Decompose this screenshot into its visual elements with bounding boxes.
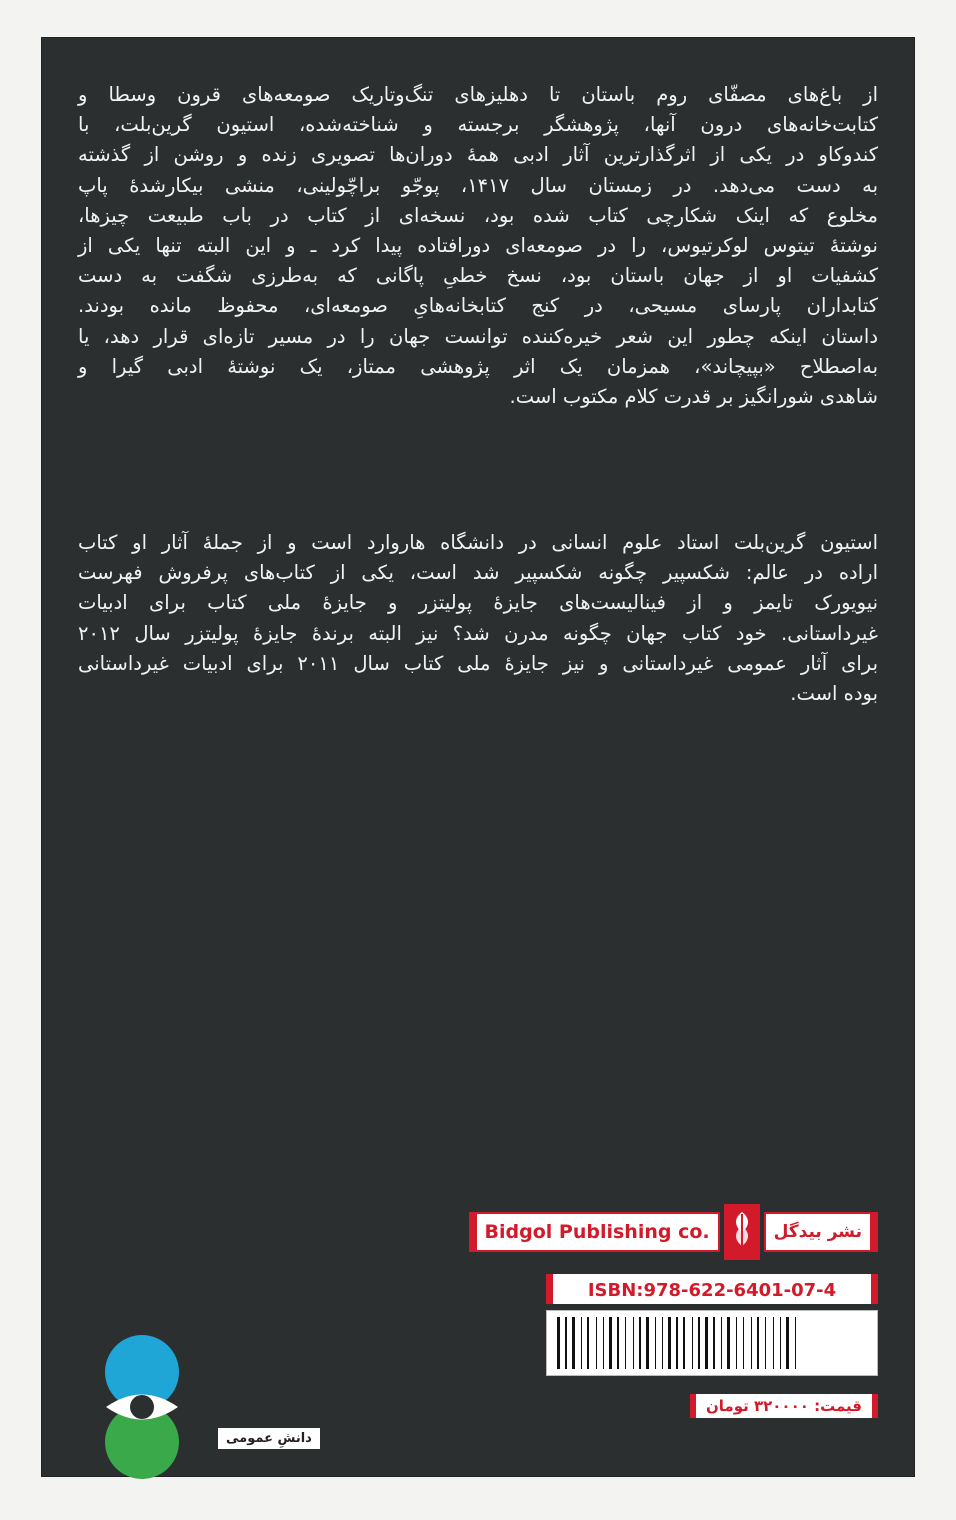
barcode-bar (727, 1317, 730, 1369)
blurb-line: شاهدی شورانگیز بر قدرت کلام مکتوب است. (509, 385, 878, 409)
barcode-bar (617, 1317, 619, 1369)
barcode-bar (761, 1317, 763, 1369)
barcode-bar (655, 1317, 656, 1369)
price-label: قیمت: ۳۲۰۰۰۰ تومان (690, 1394, 878, 1418)
publisher-row (469, 1210, 878, 1254)
blurb-line: کشفیات او از جهان باستان بود، نسخ خطیِ پاگانی که به‌طرزی شگفت به دست (78, 264, 878, 288)
barcode-bar (683, 1317, 685, 1369)
barcode-bar (639, 1317, 641, 1369)
barcode-bar (572, 1317, 575, 1369)
barcode-bar (646, 1317, 649, 1369)
barcode-bar (673, 1317, 674, 1369)
author-bio-paragraph (78, 528, 878, 709)
barcode-bar (665, 1317, 666, 1369)
barcode-bar (721, 1317, 722, 1369)
barcode-bar (562, 1317, 563, 1369)
barcode-bar (591, 1317, 594, 1369)
barcode-bar (768, 1317, 771, 1369)
blurb-line: به‌اصطلاح «بپیچاند»، همزمان یک اثر پژوهشی ممتاز، یک نوشتهٔ ادبی گیرا و (78, 354, 878, 378)
barcode-bar (569, 1317, 570, 1369)
barcode-bar (743, 1317, 744, 1369)
barcode-bar (609, 1317, 612, 1369)
barcode-bar (596, 1317, 597, 1369)
barcode-bar (705, 1317, 708, 1369)
barcode-bar (692, 1317, 693, 1369)
barcode-bar (625, 1317, 626, 1369)
barcode-bar (695, 1317, 696, 1369)
barcode-bar (687, 1317, 690, 1369)
barcode-bar (757, 1317, 759, 1369)
blurb-line: داستان اینکه چطور این شعر خیره‌کننده توانست جهان را در مسیر تازه‌ای قرار دهد، یا (78, 324, 878, 348)
barcode-bar (658, 1317, 660, 1369)
barcode (546, 1310, 878, 1376)
blurb-line: نوشتهٔ تیتوس لوکرتیوس، را در صومعه‌ای دورافتاده پیدا کرد ـ و این البته تنها یکی از (78, 234, 878, 258)
barcode-bar (614, 1317, 615, 1369)
bio-line: غیرداستانی. خود کتاب جهان چگونه مدرن شد؟ نیز البته برندهٔ جایزهٔ پولیتزر سال ۲۰۱۲ (78, 621, 878, 645)
barcode-bar (587, 1317, 589, 1369)
barcode-bar (636, 1317, 637, 1369)
barcode-bar (599, 1317, 601, 1369)
barcode-bar (662, 1317, 663, 1369)
barcode-bar (606, 1317, 607, 1369)
barcode-bar (751, 1317, 752, 1369)
barcode-bar (780, 1317, 781, 1369)
blurb-line: از باغ‌های مصفّای روم باستان تا دهلیزهای تنگ‌وتاریک صومعه‌های قرون وسطا و (78, 83, 878, 106)
barcode-bar (736, 1317, 737, 1369)
barcode-bar (798, 1317, 800, 1369)
barcode-bar (565, 1317, 567, 1369)
barcode-bar (584, 1317, 585, 1369)
barcode-bar (786, 1317, 789, 1369)
barcode-bar (680, 1317, 681, 1369)
barcode-bar (732, 1317, 734, 1369)
back-cover (42, 38, 914, 1476)
blurb-paragraph-1 (78, 80, 878, 412)
blurb-line: کتابداران پارسای مسیحی، در کنج کتابخانه‌هایِ صومعه‌ای، محفوظ مانده بودند. (78, 294, 878, 318)
barcode-bar (713, 1317, 715, 1369)
bidgol-logo-icon (724, 1204, 760, 1260)
barcode-bar (698, 1317, 700, 1369)
barcode-bar (603, 1317, 604, 1369)
bio-line: استیون گرین‌بلت استاد علوم انسانی در دانشگاه هاروارد است و از جملهٔ آثار او کتاب (78, 531, 878, 554)
blurb-line: کندوکاو در یکی از اثرگذارترین آثار ادبی همهٔ دوران‌ها تصویری زنده و روشن از گذشته (78, 143, 878, 167)
bio-line: برای آثار عمومی غیرداستانی و نیز جایزهٔ ملی کتاب سال ۲۰۱۱ برای ادبیات غیرداستانی (78, 651, 878, 675)
barcode-bar (710, 1317, 711, 1369)
barcode-bar (577, 1317, 579, 1369)
barcode-bar (651, 1317, 653, 1369)
barcode-bar (773, 1317, 774, 1369)
publisher-name-fa: نشر بیدگل (764, 1212, 878, 1252)
barcode-bar (795, 1317, 796, 1369)
barcode-bar (754, 1317, 755, 1369)
bio-line: نیویورک تایمز و از فینالیست‌های جایزهٔ پولیتزر و جایزهٔ ملی کتاب برای ادبیات (78, 591, 878, 615)
barcode-bar (783, 1317, 784, 1369)
blurb-line: مخلوع که اینک شکارچی کتاب شده بود، نسخه‌ای از کتاب در باب طبیعت چیزها، (78, 203, 878, 227)
publisher-name-en: Bidgol Publishing co. (469, 1212, 720, 1252)
barcode-bar (633, 1317, 634, 1369)
barcode-bar (628, 1317, 631, 1369)
barcode-bar (724, 1317, 725, 1369)
blurb-line: به دست می‌دهد. در زمستان سال ۱۴۱۷، پوجّو براچّولینی، منشی بیکارشدهٔ پاپ (78, 173, 878, 197)
barcode-bar (702, 1317, 703, 1369)
eye-logo-icon (104, 1334, 180, 1484)
barcode-bar (668, 1317, 671, 1369)
barcode-bar (643, 1317, 644, 1369)
series-label: دانشِ عمومی (218, 1428, 320, 1449)
barcode-bar (621, 1317, 623, 1369)
blurb-line: کتابت‌خانه‌های درون آنها، پژوهشگر برجسته و شناخته‌شده، استیون گرین‌بلت، با (78, 113, 878, 137)
bio-line: بوده است. (790, 682, 878, 706)
barcode-bar (557, 1317, 560, 1369)
barcode-bar (765, 1317, 766, 1369)
barcode-bar (717, 1317, 719, 1369)
barcode-bar (676, 1317, 678, 1369)
barcode-bar (739, 1317, 741, 1369)
isbn-label: ISBN:978-622-6401-07-4 (546, 1274, 878, 1304)
barcode-bar (776, 1317, 778, 1369)
barcode-bar (581, 1317, 582, 1369)
barcode-bar (746, 1317, 749, 1369)
bio-line: اراده در عالم: شکسپیر چگونه شکسپیر شد است، یکی از کتاب‌های پرفروش فهرست (78, 561, 878, 585)
barcode-bar (791, 1317, 793, 1369)
